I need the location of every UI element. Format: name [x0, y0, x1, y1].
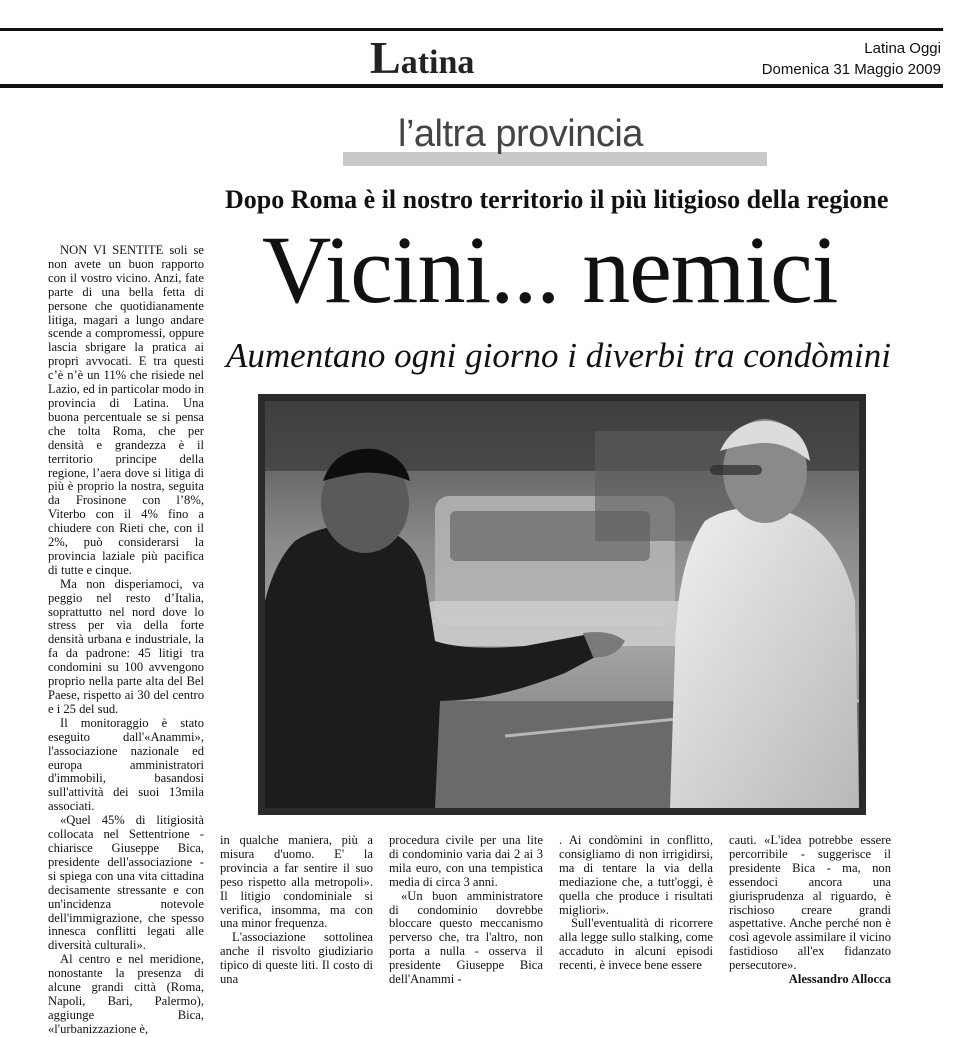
section-title	[370, 33, 474, 88]
paragraph: cauti. «L'idea potrebbe essere percorribile - suggerisce il presidente Bica - ma, non essendoci ancora una giurisprudenza al riguardo, è rischioso creare grandi aspettative. Anche perché non è così agevole assimilare il vicino fastidioso all'ex fidanzato persecutore».	[729, 833, 891, 973]
issue-date: Domenica 31 Maggio 2009	[761, 61, 941, 78]
paragraph: «Un buon amministratore di condominio dovrebbe bloccare questo meccanismo perverso che, tra l'altro, non porta a nulla - osserva il presidente Giuseppe Bica dell'Anammi -	[389, 888, 543, 987]
top-rule	[0, 28, 943, 31]
masthead-info	[762, 38, 941, 80]
kicker: l’altra provincia	[398, 113, 643, 155]
paragraph: Ma non disperiamoci, va peggio nel resto d’Italia, soprattutto nel nord dove lo stress per via della forte densità urbana e industriale, la fa da padrone: 45 litigi tra condomini su 100 avvengono proprio nella parte alta del Bel Paese, rispetto ai 30 del centro e i 25 del sud.	[48, 576, 204, 716]
section-rest: atina	[400, 44, 475, 81]
headline: Vicini... nemici	[262, 216, 838, 323]
paragraph: in qualche maniera, più a misura d'uomo. E' la provincia a far sentire il suo peso rispetto alla metropoli». Il litigio condominiale si verifica, insomma, ma con una minor frequenza.	[220, 833, 373, 931]
photo-illustration	[265, 401, 859, 808]
author-byline: Alessandro Allocca	[788, 972, 891, 987]
section-initial: L	[370, 32, 401, 83]
overline: Dopo Roma è il nostro territorio il più litigioso della regione	[225, 185, 889, 214]
paragraph: . Ai condòmini in conflitto, consigliamo di non irrigidirsi, ma di tentare la via della mediazione che, a tutt'oggi, è quella che produce i risultati migliori».	[559, 833, 713, 917]
article-column-3	[389, 834, 543, 987]
paragraph: Il monitoraggio è stato eseguito dall'«Anammi», l'associazione nazionale ed europa amministratori d'immobili, basandosi sull'attività dei suoi 13mila associati.	[48, 715, 204, 814]
paragraph: NON VI SENTITE soli se non avete un buon rapporto con il vostro vicino. Anzi, fate parte di una bella fetta di persone che quotidianamente litiga, magari a lungo andare scende a compromessi, oppure lascia sbrigare la pratica ai propri avvocati. E tra questi c’è n’è un 11% che risiede nel Lazio, ed in particolar modo in provincia di Latina. Una buona percentuale se si pensa che tolta Roma, che per densità e grandezza è il territorio principe della regione, l’aera dove si litiga di più è proprio la nostra, seguita da Frosinone con l’8%, Viterbo con il 4% fino a chiudere con Rieti che, con il 2%, può considerarsi la provincia laziale più pacifica di tutte e cinque.	[48, 243, 204, 577]
paragraph: «Quel 45% di litigiosità collocata nel Settentrione - chiarisce Giuseppe Bica, presidente dell'associazione - si spiega con una vita cittadina decisamente stressante e con un'incidenza notevole dell'immigrazione, che spesso innesca conflitti legati alle diversità culturali».	[48, 813, 204, 953]
paragraph: Al centro e nel meridione, nonostante la presenza di alcune grandi città (Roma, Napoli, Bari, Palermo), aggiunge Bica, «l'urbanizzazione è,	[48, 952, 204, 1036]
article-column-1	[48, 244, 204, 1037]
bottom-rule	[0, 84, 943, 88]
article-column-2	[220, 834, 373, 987]
article-column-4	[559, 834, 713, 973]
paragraph: Sull'eventualità di ricorrere alla legge sullo stalking, come accaduto in alcuni episodi recenti, è invece bene essere	[559, 916, 713, 973]
photo-scene	[265, 401, 859, 808]
article-column-5	[729, 834, 891, 987]
paragraph: procedura civile per una lite di condominio varia dai 2 ai 3 mila euro, con una tempistica media di circa 3 anni.	[389, 833, 543, 889]
paragraph: L'associazione sottolinea anche il risvolto giudiziario tipico di queste liti. Il costo di una	[220, 930, 373, 987]
paper-name: Latina Oggi	[864, 40, 941, 57]
article-photo	[258, 394, 866, 815]
subheadline: Aumentano ogni giorno i diverbi tra condòmini	[226, 336, 891, 375]
